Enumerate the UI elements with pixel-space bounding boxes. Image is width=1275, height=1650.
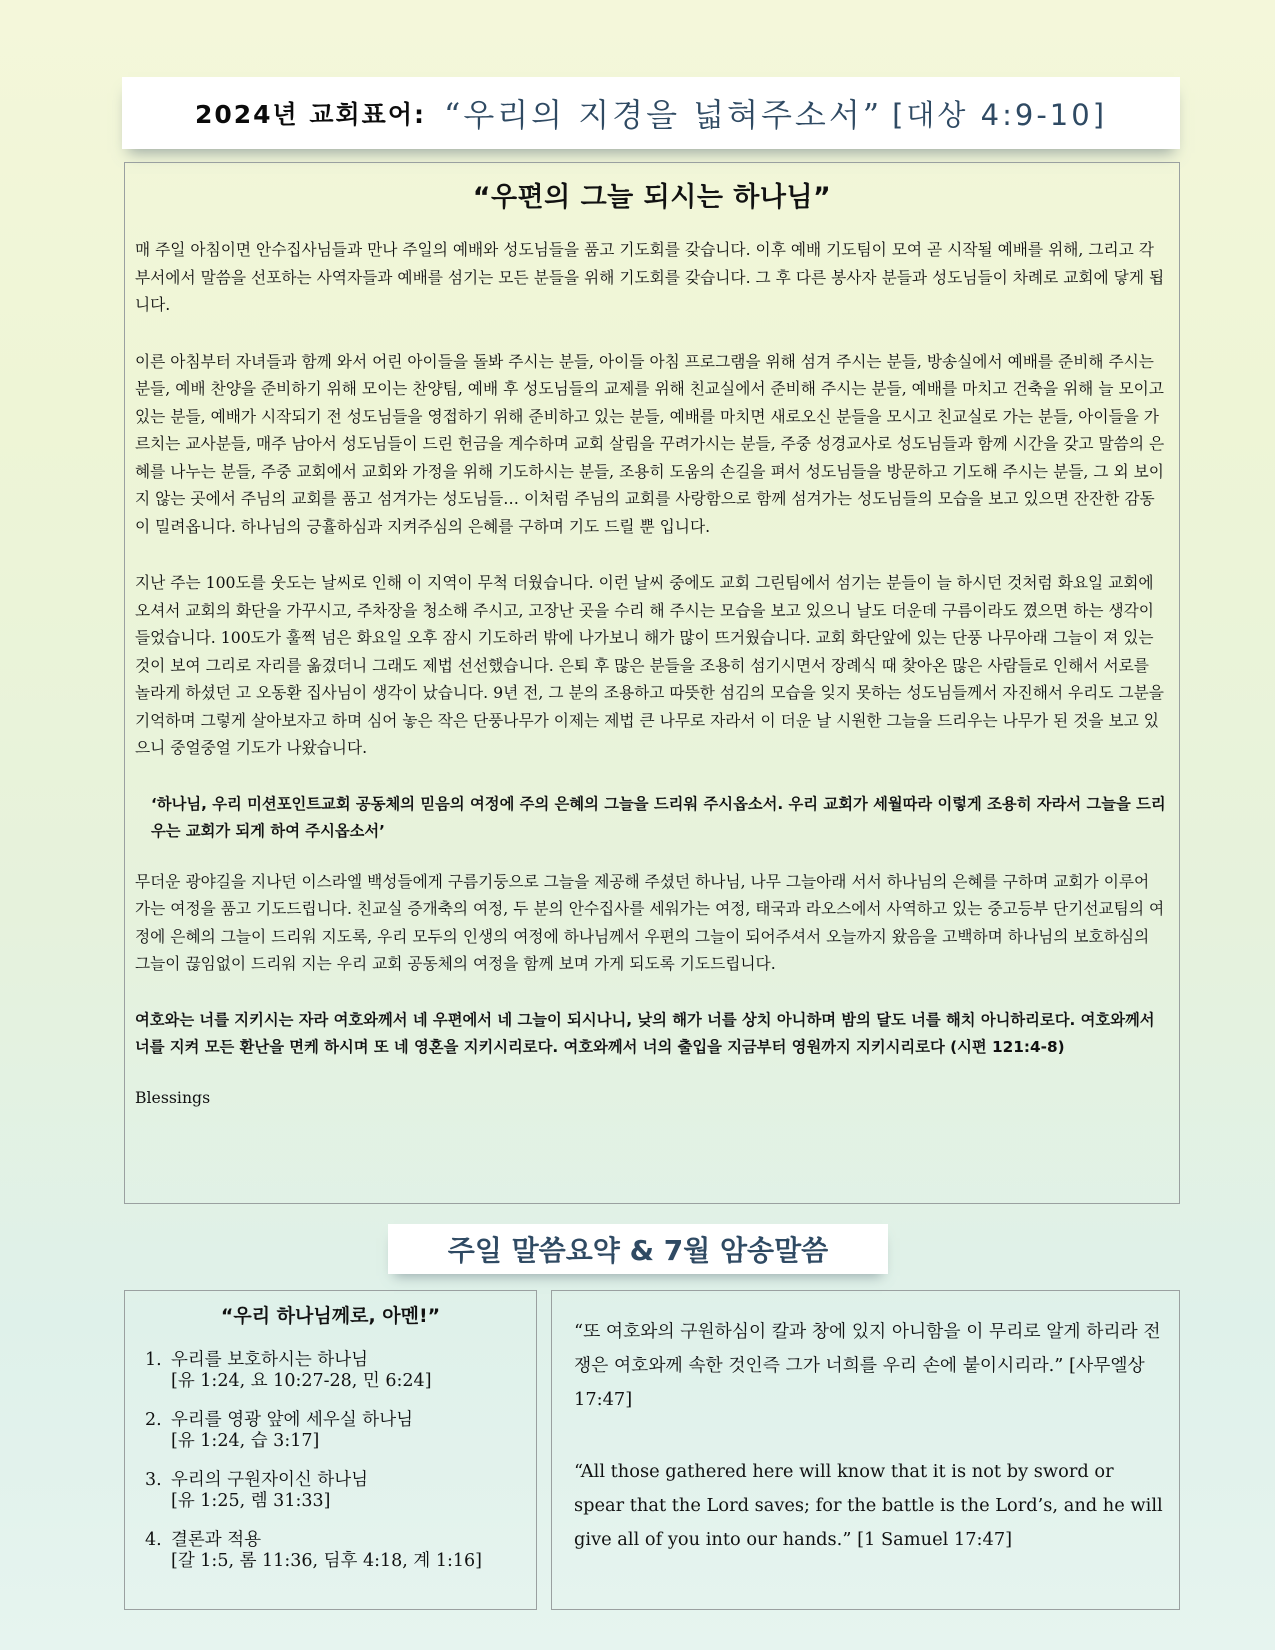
- memory-verse: [551, 1290, 1180, 1610]
- psalm-quote: 여호와는 너를 지키시는 자라 여호와께서 네 우편에서 네 그늘이 되시나니, 낮의 해가 너를 상치 아니하며 밤의 달도 너를 해치 아니하리로다. 여호와께서 너를 지켜 모든 환난을 면케 하시며 또 네 영혼을 지키시리로다. 여호와께서 너의 출입을 지금부터 영원까지 지키시리로다 (시편 121:4-8): [135, 1010, 1155, 1056]
- article-paragraph: 지난 주는 100도를 웃도는 날씨로 인해 이 지역이 무척 더웠습니다. 이런 날씨 중에도 교회 그린팀에서 섬기는 분들이 늘 하시던 것처럼 화요일 교회에 오셔서 교회의 화단을 가꾸시고, 주차장을 청소해 주시고, 고장난 곳을 수리 해 주시는 모습을 보고 있으니 날도 더운데 구름이라도 꼈으면 하는 생각이 들었습니다. 100도가 훌쩍 넘은 화요일 오후 잠시 기도하러 밖에 나가보니 해가 많이 뜨거웠습니다. 교회 화단앞에 있는 단풍 나무아래 그늘이 져 있는 것이 보여 그리로 자리를 옮겼더니 그래도 제법 선선했습니다. 은퇴 후 많은 분들을 조용히 섬기시면서 장례식 때 찾아온 많은 사람들로 인해서 서로를 놀라게 하셨던 고 오동환 집사님이 생각이 났습니다. 9년 전, 그 분의 조용하고 따뜻한 섬김의 모습을 잊지 못하는 성도님들께서 자진해서 우리도 그분을 기억하며 그렇게 살아보자고 하며 심어 놓은 작은 단풍나무가 이제는 제법 큰 나무로 자라서 이 더운 날 시원한 그늘을 드리우는 나무가 된 것을 보고 있으니 중얼중얼 기도가 나왔습니다.: [135, 573, 1164, 757]
- point-reference: [유 1:25, 렘 31:33]: [171, 1491, 331, 1511]
- point-text: 결론과 적용: [171, 1530, 262, 1550]
- article-paragraph: 무더운 광야길을 지나던 이스라엘 백성들에게 구름기둥으로 그늘을 제공해 주셨던 하나님, 나무 그늘아래 서서 하나님의 은혜를 구하며 교회가 이루어 가는 여정을 품고 기도드립니다. 친교실 증개축의 여정, 두 분의 안수집사를 세워가는 여정, 태국과 라오스에서 사역하고 있는 중고등부 단기선교팀의 여정에 은혜의 그늘이 드리워 지도록, 우리 모두의 인생의 여정에 하나님께서 우편의 그늘이 되어주셔서 오늘까지 왔음을 고백하며 하나님의 보호하심의 그늘이 끊임없이 드리워 지는 우리 교회 공동체의 여정을 함께 보며 가게 되도록 기도드립니다.: [135, 871, 1165, 973]
- point-reference: [갈 1:5, 롬 11:36, 딤후 4:18, 계 1:16]: [171, 1551, 482, 1571]
- list-item: [135, 1350, 526, 1392]
- point-reference: [유 1:24, 요 10:27-28, 민 6:24]: [171, 1371, 432, 1391]
- article-paragraph: 매 주일 아침이면 안수집사님들과 만나 주일의 예배와 성도님들을 품고 기도회를 갖습니다. 이후 예배 기도팀이 모여 곧 시작될 예배를 위해, 그리고 각 부서에서 말씀을 선포하는 사역자들과 예배를 섬기는 모든 분들을 위해 기도회를 갖습니다. 그 후 다른 봉사자 분들과 성도님들이 차례로 교회에 닿게 됩니다.: [135, 240, 1165, 314]
- motto-reference: [대상 4:9-10]: [892, 97, 1108, 132]
- memory-verse-english: “All those gathered here will know that it is not by sword or spear that the Lord saves; for the battle is the Lord’s, and he will give all of you into our hands.” [1 Samuel 17:47]: [574, 1461, 1163, 1550]
- memory-verse-korean: “또 여호와의 구원하심이 칼과 창에 있지 아니함을 이 무리로 알게 하리라 전쟁은 여호와께 속한 것인즉 그가 너희를 우리 손에 붙이시리라.” [사무엘상 17:47]: [574, 1321, 1161, 1410]
- motto-text: “우리의 지경을 넓혀주소서”: [444, 96, 883, 134]
- sermon-summary: [124, 1290, 537, 1610]
- point-text: 우리를 영광 앞에 세우실 하나님: [171, 1410, 414, 1430]
- point-number: 3.: [145, 1470, 162, 1490]
- list-item: [135, 1470, 526, 1512]
- point-text: 우리를 보호하시는 하나님: [171, 1350, 369, 1370]
- prayer-quote: ‘하나님, 우리 미션포인트교회 공동체의 믿음의 여정에 주의 은혜의 그늘을 드리워 주시옵소서. 우리 교회가 세월따라 이렇게 조용히 자라서 그늘을 드리우는 교회가 되게 하여 주시옵소서’: [151, 794, 1166, 840]
- sermon-outline: [135, 1350, 526, 1572]
- list-item: [135, 1530, 526, 1572]
- section-banner: [388, 1224, 888, 1274]
- point-text: 우리의 구원자이신 하나님: [171, 1470, 369, 1490]
- point-number: 2.: [145, 1410, 162, 1430]
- list-item: [135, 1410, 526, 1452]
- article-paragraph: 이른 아침부터 자녀들과 함께 와서 어린 아이들을 돌봐 주시는 분들, 아이들 아침 프로그램을 위해 섬겨 주시는 분들, 방송실에서 예배를 준비해 주시는 분들, 예배 찬양을 준비하기 위해 모이는 찬양팀, 예배 후 성도님들의 교제를 위해 친교실에서 준비해 주시는 분들, 예배를 마치고 건축을 위해 늘 모이고 있는 분들, 예배가 시작되기 전 성도님들을 영접하기 위해 준비하고 있는 분들, 예배를 마치면 새로오신 분들을 모시고 친교실로 가는 분들, 아이들을 가르치는 교사분들, 매주 남아서 성도님들이 드린 헌금을 계수하며 교회 살림을 꾸려가시는 분들, 주중 성경교사로 성도님들과 함께 시간을 갖고 말씀의 은혜를 나누는 분들, 주중 교회에서 교회와 가정을 위해 기도하시는 분들, 조용히 도움의 손길을 펴서 성도님들을 방문하고 기도해 주시는 분들, 그 외 보이지 않는 곳에서 주님의 교회를 품고 섬겨가는 성도님들… 이처럼 주님의 교회를 사랑함으로 함께 섬겨가는 성도님들의 모습을 보고 있으면 잔잔한 감동이 밀려옵니다. 하나님의 긍휼하심과 지켜주심의 은혜를 구하며 기도 드릴 뿐 입니다.: [135, 351, 1165, 536]
- pastor-letter: [124, 162, 1180, 1204]
- point-number: 1.: [145, 1350, 162, 1370]
- motto-lead: 2024년 교회표어:: [194, 100, 426, 129]
- point-reference: [유 1:24, 습 3:17]: [171, 1431, 320, 1451]
- sermon-title: “우리 하나님께로, 아멘!”: [220, 1305, 441, 1327]
- article-title: “우편의 그늘 되시는 하나님”: [472, 182, 832, 213]
- point-number: 4.: [145, 1530, 162, 1550]
- motto-banner: [122, 77, 1180, 149]
- section-title: 주일 말씀요약 & 7월 암송말씀: [447, 1234, 829, 1267]
- signoff: Blessings: [135, 1087, 211, 1107]
